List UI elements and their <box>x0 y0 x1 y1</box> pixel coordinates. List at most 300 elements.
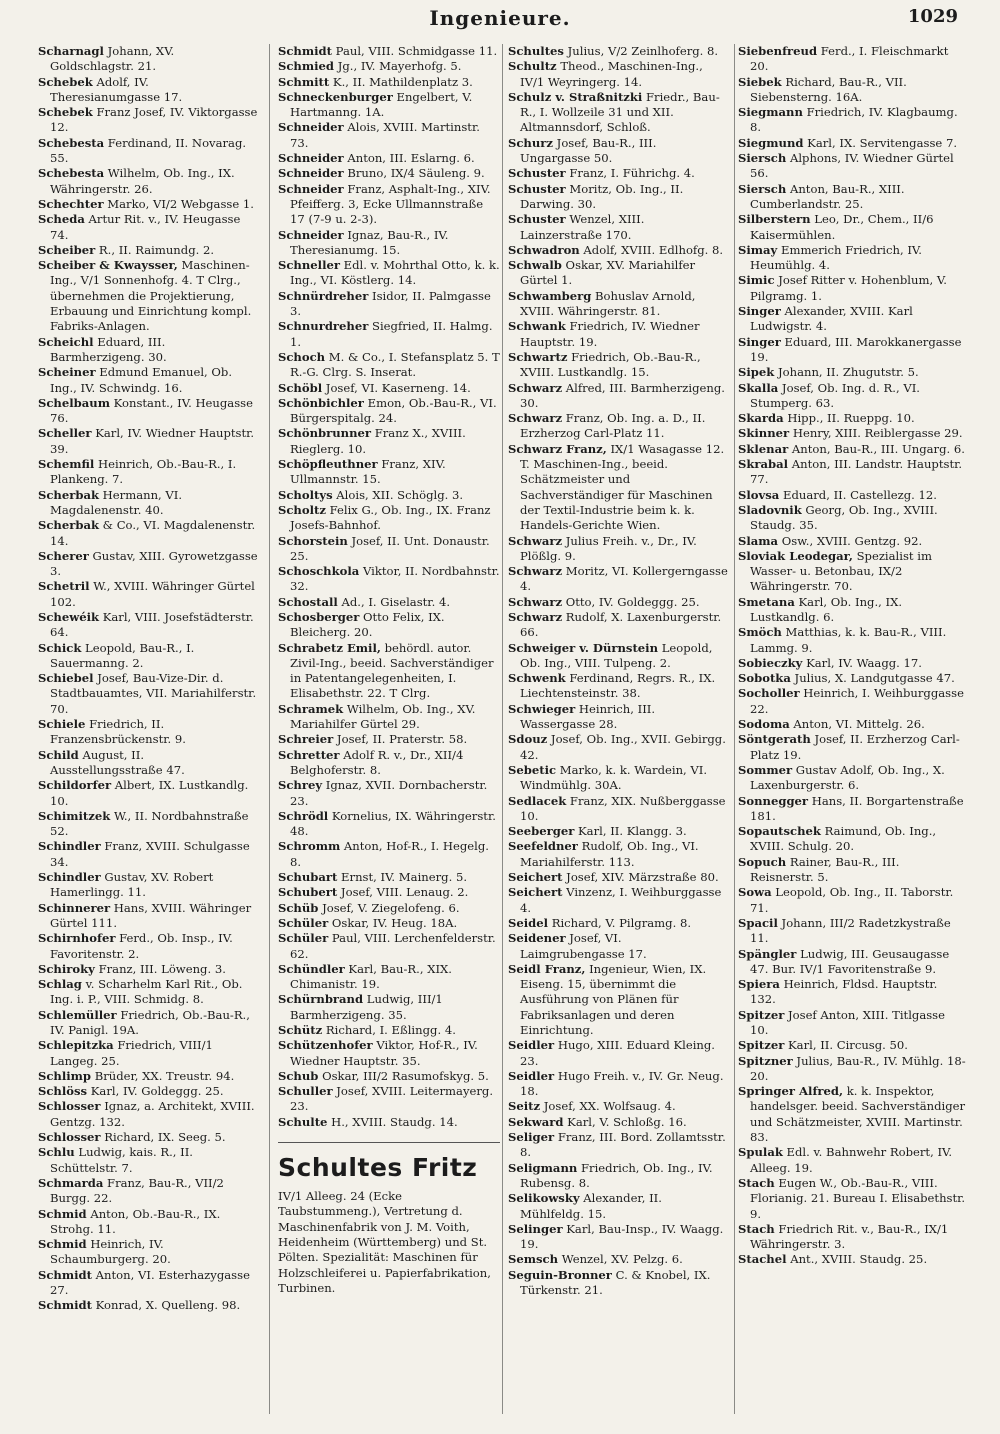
directory-entry <box>38 1207 260 1238</box>
entry-name: Schwarz <box>508 609 563 624</box>
entry-details: Spezialist im Wasser- u. Betonbau, IX/2 Währingerstr. 70. <box>750 548 932 594</box>
entry-details: v. Scharhelm Karl Rit., Ob. Ing. i. P., VIII. Schmidg. 8. <box>50 977 243 1007</box>
directory-entry <box>738 273 966 304</box>
entry-name: Sedlacek <box>508 793 567 808</box>
entry-details: Hans, II. Borgartenstraße 181. <box>750 793 964 823</box>
entry-name: Spängler <box>738 946 797 961</box>
directory-entry <box>508 610 728 641</box>
entry-details: Friedrich, Ob.-Bau-R., XVIII. Lustkandlg. 15. <box>520 349 701 380</box>
entry-details: Leopold, Bau-R., I. Sauermanng. 2. <box>50 640 195 670</box>
directory-column-1 <box>38 44 260 1414</box>
entry-details: Heinrich, I. Weihburggasse 22. <box>750 686 964 716</box>
entry-details: Karl, II. Circusg. 50. <box>784 1038 908 1053</box>
entry-details: Oskar, III/2 Rasumofskyg. 5. <box>318 1068 489 1083</box>
entry-details: Karl, Bau-Insp., IV. Waagg. 19. <box>520 1221 724 1252</box>
entry-details: Friedrich, IV. Wiedner Hauptstr. 19. <box>520 319 700 349</box>
directory-entry <box>38 1176 260 1207</box>
entry-details: Leopold, Ob. Ing., VIII. Tulpeng. 2. <box>520 640 713 670</box>
entry-name: Seichert <box>508 870 563 885</box>
entry-name: Schlemüller <box>38 1007 117 1022</box>
directory-entry <box>278 962 500 993</box>
entry-name: Schuster <box>508 166 566 181</box>
entry-name: Sloviak Leodegar, <box>738 548 853 563</box>
entry-details: Anton, Hof-R., I. Hegelg. 8. <box>290 839 489 869</box>
entry-name: Scheiner <box>38 365 96 380</box>
entry-name: Siebek <box>738 74 782 89</box>
directory-entry <box>738 1054 966 1085</box>
directory-entry <box>38 931 260 962</box>
entry-details: Eduard, III. Barmherzigeng. 30. <box>50 334 167 364</box>
directory-entry <box>38 549 260 580</box>
entry-details: Albert, IX. Lustkandlg. 10. <box>50 778 249 808</box>
entry-name: Schmarda <box>38 1175 104 1190</box>
entry-details: Karl, Ob. Ing., IX. Lustkandlg. 6. <box>750 594 903 624</box>
directory-entry <box>738 488 966 503</box>
entry-name: Schwenk <box>508 671 566 686</box>
entry-name: Silberstern <box>738 212 811 227</box>
entry-name: Schulz v. Straßnitzki <box>508 89 643 104</box>
entry-name: Slovsa <box>738 487 780 502</box>
entry-name: Sladovnik <box>738 502 802 517</box>
entry-name: Seidl Franz, <box>508 961 586 976</box>
entry-name: Schick <box>38 640 82 655</box>
directory-entry <box>38 671 260 717</box>
entry-name: Schmitt <box>278 74 330 89</box>
directory-column-4 <box>738 44 966 1414</box>
directory-entry <box>278 59 500 74</box>
entry-name: Sodoma <box>738 717 790 732</box>
directory-entry <box>38 1099 260 1130</box>
entry-name: Schreier <box>278 732 334 747</box>
directory-entry <box>738 44 966 75</box>
directory-entry <box>738 365 966 380</box>
entry-name: Singer <box>738 304 781 319</box>
directory-entry <box>508 166 728 181</box>
directory-entry <box>508 824 728 839</box>
advertisement-title: Schultes Fritz <box>278 1153 478 1183</box>
directory-entry <box>738 595 966 626</box>
directory-entry <box>738 625 966 656</box>
directory-entry <box>508 136 728 167</box>
entry-name: Schretter <box>278 747 340 762</box>
entry-name: Smetana <box>738 594 795 609</box>
directory-entry <box>278 992 500 1023</box>
entry-name: Schlöss <box>38 1084 88 1099</box>
entry-details: Friedrich, Ob. Ing., IV. Rubensg. 8. <box>520 1160 713 1190</box>
directory-entry <box>38 1130 260 1145</box>
directory-entry <box>38 212 260 243</box>
directory-entry <box>38 197 260 212</box>
entry-name: Schindler <box>38 839 101 854</box>
entry-details: Richard, Bau-R., VII. Siebensterng. 16A. <box>750 74 907 104</box>
directory-entry <box>38 396 260 427</box>
directory-entry <box>278 228 500 259</box>
directory-entry <box>278 426 500 457</box>
entry-name: Seidener <box>508 931 566 946</box>
entry-details: Moritz, Ob. Ing., II. Darwing. 30. <box>520 181 684 211</box>
entry-details: Adolf, IV. Theresianumgasse 17. <box>50 74 183 104</box>
directory-entry <box>38 1298 260 1313</box>
entry-name: Schlosser <box>38 1130 101 1145</box>
directory-entry <box>278 839 500 870</box>
directory-entry <box>38 258 260 334</box>
entry-details: Eduard, III. Marokkanergasse 19. <box>750 334 962 364</box>
entry-name: Schubert <box>278 885 338 900</box>
directory-entry <box>38 641 260 672</box>
entry-name: Schelbaum <box>38 395 110 410</box>
entry-name: Schuster <box>508 181 566 196</box>
entry-name: Smöch <box>738 625 782 640</box>
entry-name: Söntgerath <box>738 732 811 747</box>
directory-column-3 <box>508 44 728 1414</box>
entry-name: Seefeldner <box>508 839 578 854</box>
entry-details: Julius Freih. v., Dr., IV. Plößlg. 9. <box>520 533 697 563</box>
entry-name: Scheiber & Kwaysser, <box>38 258 178 273</box>
directory-entry <box>278 748 500 779</box>
directory-entry <box>508 1252 728 1267</box>
entry-name: Scheller <box>38 426 92 441</box>
entry-details: Josef, II. Unt. Donaustr. 25. <box>290 533 490 563</box>
entry-details: K., II. Mathildenplatz 3. <box>329 74 473 89</box>
directory-entry <box>508 289 728 320</box>
entry-details: Edl. v. Mohrthal Otto, k. k. Ing., VI. Köstlerg. 14. <box>290 258 500 288</box>
entry-details: Ignaz, Bau-R., IV. Theresianumg. 15. <box>290 227 449 257</box>
entry-name: Siegmann <box>738 105 803 120</box>
entry-name: Schlag <box>38 977 82 992</box>
entry-name: Schnürdreher <box>278 288 369 303</box>
entry-name: Seidler <box>508 1068 555 1083</box>
entry-details: C. & Knobel, IX. Türkenstr. 21. <box>520 1267 711 1298</box>
directory-entry <box>738 426 966 441</box>
entry-name: Schwarz <box>508 380 563 395</box>
directory-entry <box>508 243 728 258</box>
directory-entry <box>278 182 500 228</box>
directory-entry <box>278 488 500 503</box>
entry-details: Johann, XV. Goldschlagstr. 21. <box>50 44 175 74</box>
directory-entry <box>278 90 500 121</box>
entry-details: Josef, Ob. Ing., XVII. Gebirgg. 42. <box>520 732 726 762</box>
entry-details: Heinrich, IV. Schaumburgerg. 20. <box>50 1237 171 1267</box>
entry-name: Schwartz <box>508 349 568 364</box>
directory-entry <box>738 717 966 732</box>
entry-name: Schrödl <box>278 808 329 823</box>
directory-entry <box>508 212 728 243</box>
entry-details: Alfred, III. Barmherzigeng. 30. <box>520 380 725 410</box>
directory-entry <box>38 870 260 901</box>
entry-details: k. k. Inspektor, handelsger. beeid. Sachverständiger und Schätzmeister, XVIII. Martinstr. 83. <box>750 1084 966 1145</box>
entry-name: Schorstein <box>278 533 348 548</box>
directory-entry <box>38 1145 260 1176</box>
entry-details: Wilhelm, Ob. Ing., XV. Mariahilfer Gürtel 29. <box>290 701 476 732</box>
entry-name: Schosberger <box>278 609 360 624</box>
entry-name: Schebek <box>38 74 93 89</box>
directory-entry <box>38 105 260 136</box>
entry-details: Eduard, II. Castellezg. 12. <box>779 487 937 502</box>
entry-name: Schüler <box>278 915 329 930</box>
entry-name: Schultes <box>508 44 564 58</box>
entry-name: Schebek <box>38 105 93 120</box>
entry-details: Alois, XII. Schöglg. 3. <box>332 487 464 502</box>
entry-details: Franz, Asphalt-Ing., XIV. Pfeifferg. 3, Ecke Ullmannstraße 17 (7-9 u. 2-3). <box>290 181 491 227</box>
advertisement <box>278 1142 500 1296</box>
entry-details: Julius, V/2 Zeinlhoferg. 8. <box>563 44 719 58</box>
entry-details: Wilhelm, Ob. Ing., IX. Währingerstr. 26. <box>50 166 235 196</box>
entry-details: IX/1 Wasagasse 12. T. Maschinen-Ing., beeid. Schätzmeister und Sachverständiger für Maschinen der Textil-Industrie beim k. k. Handels-Gerichte Wien. <box>520 441 725 533</box>
directory-entry <box>738 1222 966 1253</box>
entry-name: Schulte <box>278 1114 328 1129</box>
entry-name: Siersch <box>738 151 787 166</box>
entry-details: Osw., XVIII. Gentzg. 92. <box>778 533 923 548</box>
entry-details: Anton, III. Eslarng. 6. <box>343 151 475 166</box>
entry-details: Johann, III/2 Radetzkystraße 11. <box>750 915 951 946</box>
directory-entry <box>508 702 728 733</box>
directory-entry <box>278 595 500 610</box>
directory-entry <box>738 794 966 825</box>
directory-entry <box>738 381 966 412</box>
entry-details: Raimund, Ob. Ing., XVIII. Schulg. 20. <box>750 824 937 854</box>
entry-details: Moritz, VI. Kollergerngasse 4. <box>520 564 728 594</box>
directory-entry <box>508 763 728 794</box>
entry-details: Alois, XVIII. Martinstr. 73. <box>290 120 480 150</box>
entry-details: Josef, XVIII. Leitermayerg. 23. <box>290 1084 493 1114</box>
directory-entry <box>278 166 500 181</box>
entry-details: Friedrich Rit. v., Bau-R., IX/1 Währingerstr. 3. <box>750 1221 949 1252</box>
directory-entry <box>508 44 728 59</box>
entry-details: Marko, k. k. Wardein, VI. Windmühlg. 30A. <box>520 762 708 793</box>
entry-name: Schechter <box>38 196 104 211</box>
entry-name: Schmied <box>278 59 335 74</box>
entry-details: Friedrich, IV. Klagbaumg. 8. <box>750 105 958 135</box>
directory-entry <box>738 457 966 488</box>
entry-name: Scheda <box>38 212 85 227</box>
directory-entry <box>508 59 728 90</box>
entry-details: Karl, VIII. Josefstädterstr. 64. <box>50 609 254 640</box>
entry-name: Schindler <box>38 870 101 885</box>
entry-name: Scherbak <box>38 487 99 502</box>
entry-name: Sebetic <box>508 762 557 777</box>
entry-name: Slama <box>738 533 779 548</box>
entry-name: Skrabal <box>738 457 789 472</box>
entry-name: Schlu <box>38 1145 75 1160</box>
entry-name: Scherer <box>38 548 89 563</box>
directory-entry <box>38 426 260 457</box>
entry-details: Rainer, Bau-R., III. Reisnerstr. 5. <box>750 854 900 885</box>
directory-entry <box>738 136 966 151</box>
entry-details: Wenzel, XV. Pelzg. 6. <box>558 1252 683 1267</box>
entry-name: Schromm <box>278 839 341 854</box>
directory-entry <box>508 870 728 885</box>
entry-name: Sommer <box>738 762 793 777</box>
entry-details: Emmerich Friedrich, IV. Heumühlg. 4. <box>750 242 922 273</box>
directory-entry <box>38 243 260 258</box>
directory-entry <box>738 656 966 671</box>
directory-columns <box>38 44 968 1414</box>
directory-entry <box>508 182 728 213</box>
directory-entry <box>508 319 728 350</box>
directory-entry <box>508 931 728 962</box>
entry-name: Sdouz <box>508 732 548 747</box>
entry-details: Karl, IV. Wiedner Hauptstr. 39. <box>50 426 255 456</box>
directory-entry <box>738 182 966 213</box>
directory-entry <box>278 1023 500 1038</box>
entry-details: Ludwig, III. Geusaugasse 47. Bur. IV/1 Favoritenstraße 9. <box>750 946 950 976</box>
directory-entry <box>38 1237 260 1268</box>
entry-name: Schirnhofer <box>38 931 116 946</box>
directory-entry <box>508 1268 728 1299</box>
directory-entry <box>38 977 260 1008</box>
directory-entry <box>738 151 966 182</box>
entry-details: Emon, Ob.-Bau-R., VI. Bürgerspitalg. 24. <box>290 395 497 426</box>
directory-entry <box>38 518 260 549</box>
entry-name: Schüler <box>278 931 329 946</box>
entry-name: Schmidt <box>38 1267 92 1282</box>
entry-details: Anton, Bau-R., XIII. Cumberlandstr. 25. <box>750 181 905 211</box>
entry-details: Richard, IX. Seeg. 5. <box>100 1130 226 1145</box>
entry-details: Viktor, Hof-R., IV. Wiedner Hauptstr. 35. <box>290 1038 478 1068</box>
directory-entry <box>508 1115 728 1130</box>
entry-name: Simay <box>738 242 778 257</box>
entry-details: Franz, XIX. Nußberggasse 10. <box>520 793 726 823</box>
entry-details: Josef, V. Ziegelofeng. 6. <box>318 900 460 915</box>
directory-entry <box>738 916 966 947</box>
directory-entry <box>508 350 728 381</box>
entry-name: Schwieger <box>508 701 576 716</box>
entry-details: Otto, IV. Goldeggg. 25. <box>562 594 700 609</box>
entry-details: Anton, III. Landstr. Hauptstr. 77. <box>750 457 963 487</box>
directory-entry <box>278 1038 500 1069</box>
entry-name: Schildorfer <box>38 778 112 793</box>
directory-entry <box>508 411 728 442</box>
entry-details: Friedr., Bau-R., I. Wollzeile 31 und XII. Altmannsdorf, Schloß. <box>520 89 720 135</box>
directory-entry <box>738 947 966 978</box>
directory-entry <box>738 212 966 243</box>
entry-name: Spitzer <box>738 1038 785 1053</box>
entry-name: Schwarz <box>508 594 563 609</box>
entry-name: Schwadron <box>508 242 580 257</box>
entry-details: Gustav, XIII. Gyrowetzgasse 3. <box>50 548 258 579</box>
entry-details: Julius, X. Landgutgasse 47. <box>790 671 955 686</box>
directory-entry <box>278 396 500 427</box>
entry-name: Schubart <box>278 870 338 885</box>
entry-details: H., XVIII. Staudg. 14. <box>327 1114 458 1129</box>
directory-entry <box>38 44 260 75</box>
directory-entry <box>38 365 260 396</box>
entry-name: Schimitzek <box>38 808 111 823</box>
entry-name: Sopautschek <box>738 824 821 839</box>
directory-entry <box>508 732 728 763</box>
directory-entry <box>508 839 728 870</box>
entry-name: Seitz <box>508 1099 541 1114</box>
entry-name: Simic <box>738 273 775 288</box>
entry-details: Oskar, IV. Heug. 18A. <box>328 915 458 930</box>
entry-name: Schönbichler <box>278 395 364 410</box>
entry-details: Friedrich, II. Franzensbrückenstr. 9. <box>50 717 186 747</box>
entry-details: Bruno, IX/4 Säuleng. 9. <box>343 166 485 181</box>
entry-details: Friedrich, Ob.-Bau-R., IV. Panigl. 19A. <box>50 1007 250 1037</box>
entry-details: Ingenieur, Wien, IX. Eiseng. 15, übernimmt die Ausführung von Plänen für Fabriksanlagen und deren Einrichtung. <box>520 961 707 1037</box>
entry-details: R., II. Raimundg. 2. <box>95 242 215 257</box>
entry-name: Schiele <box>38 717 86 732</box>
directory-entry <box>278 809 500 840</box>
entry-name: Schuller <box>278 1084 333 1099</box>
entry-name: Schuster <box>508 212 566 227</box>
entry-details: Felix G., Ob. Ing., IX. Franz Josefs-Bahnhof. <box>290 502 491 533</box>
entry-name: Schrabetz Emil, <box>278 640 381 655</box>
directory-entry <box>508 258 728 289</box>
directory-entry <box>738 1084 966 1145</box>
entry-details: Richard, V. Pilgramg. 8. <box>548 915 692 930</box>
entry-name: Schlimp <box>38 1068 92 1083</box>
entry-details: behördl. autor. Zivil-Ing., beeid. Sachverständiger in Patentangelegenheiten, I. Elisabethstr. 22. T Clrg. <box>290 640 494 701</box>
entry-name: Stachel <box>738 1252 787 1267</box>
entry-name: Schwarz Franz, <box>508 441 607 456</box>
directory-entry <box>508 1130 728 1161</box>
entry-details: Leo, Dr., Chem., II/6 Kaisermühlen. <box>750 212 934 242</box>
entry-details: Johann, II. Zhugutstr. 5. <box>774 365 919 380</box>
entry-name: Schüb <box>278 900 319 915</box>
directory-entry <box>508 90 728 136</box>
entry-name: Socholler <box>738 686 800 701</box>
directory-entry <box>508 1069 728 1100</box>
entry-name: Schinnerer <box>38 900 111 915</box>
directory-entry <box>278 885 500 900</box>
directory-entry <box>38 839 260 870</box>
directory-entry <box>738 824 966 855</box>
entry-name: Schweiger v. Dürnstein <box>508 640 659 655</box>
entry-details: W., II. Nordbahnstraße 52. <box>50 808 249 839</box>
entry-details: Ernst, IV. Mainerg. 5. <box>337 870 468 885</box>
entry-name: Sopuch <box>738 854 787 869</box>
entry-details: Franz Josef, IV. Viktorgasse 12. <box>50 105 258 135</box>
entry-name: Schwalb <box>508 258 562 273</box>
entry-details: Franz, Bau-R., VII/2 Burgg. 22. <box>50 1175 224 1206</box>
entry-details: Wenzel, XIII. Lainzerstraße 170. <box>520 212 645 242</box>
entry-name: Schwank <box>508 319 566 334</box>
entry-details: Rudolf, X. Laxenburgerstr. 66. <box>520 609 722 640</box>
entry-details: Franz, I. Führichg. 4. <box>565 166 695 181</box>
entry-details: Josef, XIV. Märzstraße 80. <box>562 870 719 885</box>
entry-name: Seguin-Bronner <box>508 1267 612 1282</box>
directory-entry <box>278 534 500 565</box>
entry-details: Ludwig, kais. R., II. Schüttelstr. 7. <box>50 1145 193 1175</box>
entry-name: Schütz <box>278 1023 323 1037</box>
directory-entry <box>738 304 966 335</box>
entry-name: Schoch <box>278 349 326 364</box>
entry-name: Schöpfleuthner <box>278 457 378 472</box>
directory-entry <box>38 1008 260 1039</box>
directory-entry <box>38 1084 260 1099</box>
directory-entry <box>38 1268 260 1299</box>
entry-details: Ad., I. Giselastr. 4. <box>337 594 451 609</box>
directory-entry <box>38 717 260 748</box>
directory-entry <box>508 885 728 916</box>
entry-name: Schetril <box>38 579 90 594</box>
entry-details: Henry, XIII. Reiblergasse 29. <box>789 426 963 441</box>
directory-entry <box>738 411 966 426</box>
entry-name: Sklenar <box>738 441 789 456</box>
directory-entry <box>38 75 260 106</box>
directory-entry <box>38 610 260 641</box>
directory-entry <box>278 258 500 289</box>
entry-name: Schmidt <box>38 1298 92 1313</box>
entry-details: Josef, Bau-Vize-Dir. d. Stadtbauamtes, VII. Mariahilferstr. 70. <box>50 671 257 716</box>
entry-details: Edl. v. Bahnwehr Robert, IV. Alleeg. 19. <box>750 1145 953 1175</box>
entry-details: Ludwig, III/1 Barmherzigeng. 35. <box>290 992 443 1022</box>
directory-entry <box>738 335 966 366</box>
entry-name: Skarda <box>738 411 784 426</box>
entry-name: Schwarz <box>508 411 563 426</box>
directory-entry <box>508 595 728 610</box>
